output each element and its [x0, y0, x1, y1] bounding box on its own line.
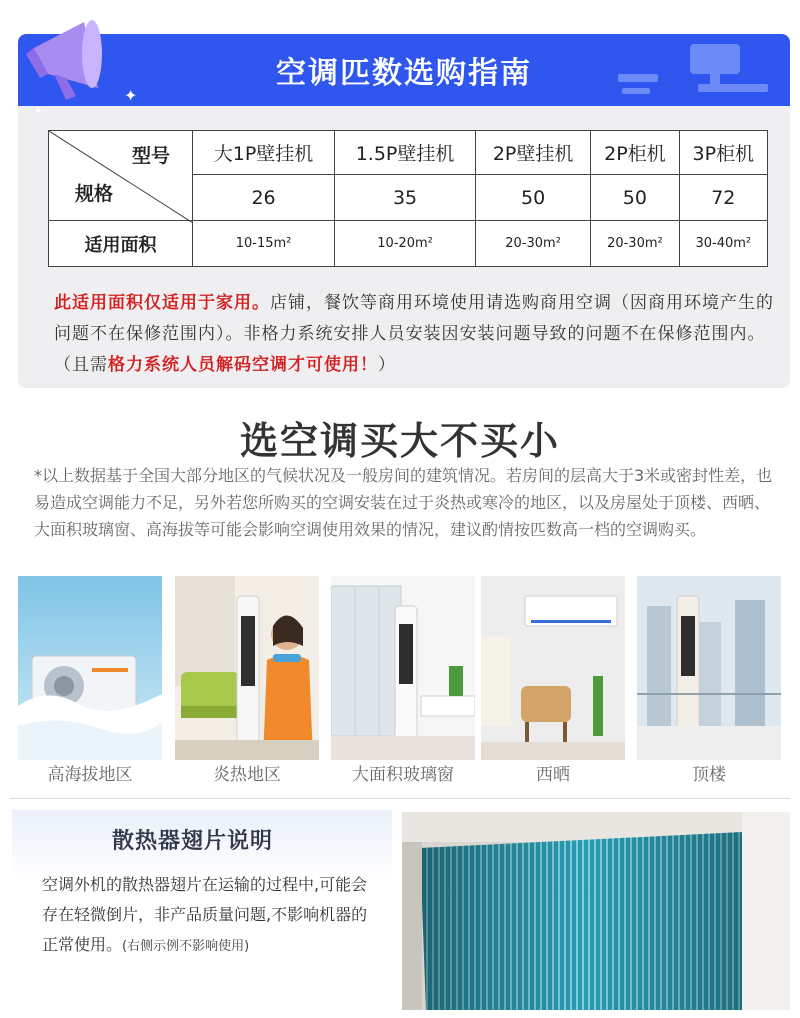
fin-description: [42, 870, 382, 962]
area-cell: 10-20m²: [335, 221, 476, 267]
diagonal-line: [49, 131, 193, 223]
notice-red-intro: 此适用面积仅适用于家用。: [54, 293, 270, 313]
buy-bigger-title: 选空调买大不买小: [239, 419, 560, 463]
notice-red-tail: 格力系统人员解码空调才可使用！: [108, 355, 378, 375]
fin-explanation-panel: [12, 810, 392, 1010]
spec-cell: 72: [679, 175, 767, 221]
spec-cell: 50: [591, 175, 679, 221]
guide-title: 空调匹数选购指南: [276, 56, 532, 91]
fin-note: (右侧示例不影响使用): [122, 939, 250, 954]
section-divider: [10, 798, 790, 799]
area-cell: 30-40m²: [679, 221, 767, 267]
scene-caption: 高海拔地区: [47, 765, 133, 785]
table-row: [49, 131, 768, 175]
sparkle-icon: ✦: [124, 86, 138, 105]
notice-close: ）: [378, 355, 396, 375]
top-floor-image: [637, 576, 781, 760]
scene-caption: 西晒: [536, 765, 570, 785]
scene-caption: 大面积玻璃窗: [352, 765, 454, 785]
sparkle-icon: ✦: [34, 106, 43, 117]
spec-cell: 50: [475, 175, 590, 221]
buy-bigger-description: *以上数据基于全国大部分地区的气候状况及一般房间的建筑情况。若房间的层高大于3米或密封性差，也易造成空调能力不足，另外若您所购买的空调安装在过于炎热或寒冷的地区，以及房屋处于顶楼、西晒、大面积玻璃窗、高海拔等可能会影响空调使用效果的情况，建议酌情按匹数高一档的空调购买。: [34, 466, 773, 539]
scene-caption: 顶楼: [692, 765, 726, 785]
hot-room-image: [175, 576, 319, 760]
model-cell: 2P壁挂机: [475, 131, 590, 175]
notice-body: 店铺，餐饮等商用环境使用请选购商用空调（因商用环境产生的问题不在保修范围内）。非格力系统安排人员安装因安装问题导致的问题不在保修范围内。（且需: [54, 293, 774, 375]
scene-caption: 炎热地区: [213, 765, 281, 785]
corner-spec-label: 规格: [75, 183, 114, 205]
sunny-room-image: [481, 576, 625, 760]
table-row: [49, 221, 768, 267]
model-cell: 3P柜机: [679, 131, 767, 175]
fin-text: 空调外机的散热器翅片在运输的过程中,可能会存在轻微倒片，非产品质量问题,不影响机器的正常使用。: [42, 875, 368, 954]
model-cell: 大1P壁挂机: [193, 131, 335, 175]
glass-window-room-image: [331, 576, 475, 760]
usage-notice: [54, 288, 774, 381]
corner-model-label: 型号: [131, 145, 170, 167]
model-cell: 1.5P壁挂机: [335, 131, 476, 175]
guide-panel: [18, 34, 790, 388]
area-label-cell: 适用面积: [49, 221, 193, 267]
megaphone-icon: [14, 8, 124, 108]
fin-title: 散热器翅片说明: [112, 829, 274, 854]
spec-table: [48, 130, 768, 267]
snowy-outdoor-unit-image: [18, 576, 162, 760]
area-cell: 20-30m²: [475, 221, 590, 267]
spec-cell: 26: [193, 175, 335, 221]
area-cell: 10-15m²: [193, 221, 335, 267]
spec-cell: 35: [335, 175, 476, 221]
model-cell: 2P柜机: [591, 131, 679, 175]
area-cell: 20-30m²: [591, 221, 679, 267]
diagonal-header-cell: [49, 131, 193, 221]
radiator-fin-photo: [402, 812, 790, 1010]
